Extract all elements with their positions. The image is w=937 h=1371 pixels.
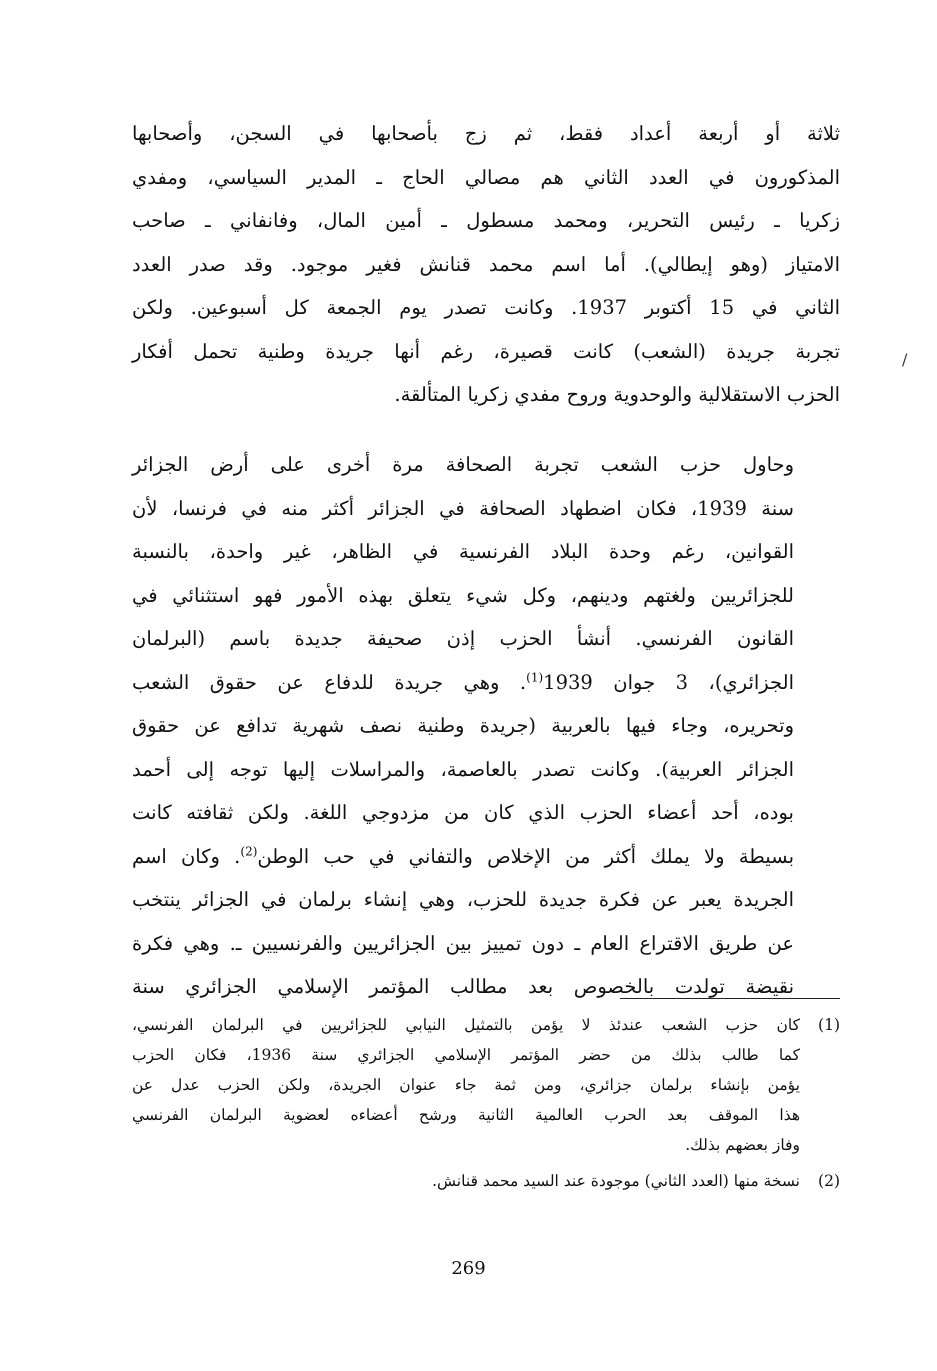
text-line: وتحريره، وجاء فيها بالعربية (جريدة وطنية نصف شهرية تدافع عن حقوق xyxy=(132,714,794,737)
footnote-line: كما طالب بذلك من حضر المؤتمر الإسلامي الجزائري سنة 1936، فكان الحزب xyxy=(132,1046,800,1064)
footnote-1 xyxy=(132,1010,840,1160)
text-line: القانون الفرنسي. أنشأ الحزب إذن صحيفة جديدة باسم (البرلمان xyxy=(132,627,794,650)
footnote-separator xyxy=(620,998,840,999)
footnote-line: يؤمن بإنشاء برلمان جزائري، ومن ثمة جاء عنوان الجريدة، ولكن الحزب عدل عن xyxy=(132,1076,800,1094)
text-line: الجريدة يعبر عن فكرة جديدة للحزب، وهي إنشاء برلمان في الجزائر ينتخب xyxy=(132,888,794,911)
text-line-with-footnote-ref xyxy=(132,835,840,879)
text-line-with-footnote-ref xyxy=(132,661,840,705)
footnote-ref-1: (1) xyxy=(526,670,544,684)
footnote-ref-2: (2) xyxy=(240,844,258,858)
footnote-line: هذا الموقف بعد الحرب العالمية الثانية ورشح أعضاءه لعضوية البرلمان الفرنسي xyxy=(132,1106,800,1124)
footnote-2 xyxy=(132,1166,840,1196)
page-number: 269 xyxy=(451,1258,486,1279)
text-line: المذكورون في العدد الثاني هم مصالي الحاج ـ المدير السياسي، ومفدي xyxy=(132,165,840,189)
text-line: زكريا ـ رئيس التحرير، ومحمد مسطول ـ أمين المال، وفانفاني ـ صاحب xyxy=(132,209,840,232)
footnote-line: وفاز بعضهم بذلك. xyxy=(685,1136,800,1154)
text-line: تجربة جريدة (الشعب) كانت قصيرة، رغم أنها جريدة وطنية تحمل أفكار xyxy=(132,339,840,363)
text-line: الجزائر العربية). وكانت تصدر بالعاصمة، والمراسلات إليها توجه إلى أحمد xyxy=(132,757,794,781)
text-line: القوانين، رغم وحدة البلاد الفرنسية في الظاهر، غير واحدة، بالنسبة xyxy=(132,540,794,563)
text-segment: . وكان اسم xyxy=(132,844,241,868)
text-line: نقيضة تولدت بالخصوص بعد مطالب المؤتمر الإسلامي الجزائري سنة xyxy=(132,975,794,998)
text-line: الحزب الاستقلالية والوحدوية وروح مفدي زكريا المتألقة. xyxy=(394,383,840,406)
text-segment: بسيطة ولا يملك أكثر من الإخلاص والتفاني في حب الوطن xyxy=(257,844,794,868)
paragraph-1 xyxy=(132,112,840,417)
text-segment: . وهي جريدة للدفاع عن حقوق الشعب xyxy=(132,670,527,694)
text-line: سنة 1939، فكان اضطهاد الصحافة في الجزائر أكثر منه في فرنسا، لأن xyxy=(132,496,794,520)
paragraph-2 xyxy=(132,443,840,1009)
footnotes xyxy=(132,1010,840,1196)
text-line: الامتياز (وهو إيطالي). أما اسم محمد قنانش فغير موجود. وقد صدر العدد xyxy=(132,252,840,276)
footnote-number: (2) xyxy=(818,1172,840,1190)
margin-pencil-mark: / xyxy=(902,350,908,369)
text-line: ثلاثة أو أربعة أعداد فقط، ثم زج بأصحابها في السجن، وأصحابها xyxy=(132,122,840,145)
text-segment: الجزائري)، 3 جوان 1939 xyxy=(543,670,794,694)
text-line: عن طريق الاقتراع العام ـ دون تمييز بين الجزائريين والفرنسيين ـ. وهي فكرة xyxy=(132,931,794,955)
footnote-line: نسخة منها (العدد الثاني) موجودة عند السيد محمد قنانش. xyxy=(432,1172,800,1190)
text-line: الثاني في 15 أكتوبر 1937. وكانت تصدر يوم الجمعة كل أسبوعين. ولكن xyxy=(132,296,840,319)
footnote-line: كان حزب الشعب عندئذ لا يؤمن بالتمثيل النيابي للجزائريين في البرلمان الفرنسي، xyxy=(132,1016,800,1034)
text-line: وحاول حزب الشعب تجربة الصحافة مرة أخرى على أرض الجزائر xyxy=(132,453,794,476)
text-line: بوده، أحد أعضاء الحزب الذي كان من مزدوجي اللغة. ولكن ثقافته كانت xyxy=(132,801,794,824)
footnote-number: (1) xyxy=(818,1016,840,1034)
text-line: للجزائريين ولغتهم ودينهم، وكل شيء يتعلق بهذه الأمور فهو استثنائي في xyxy=(132,583,794,607)
